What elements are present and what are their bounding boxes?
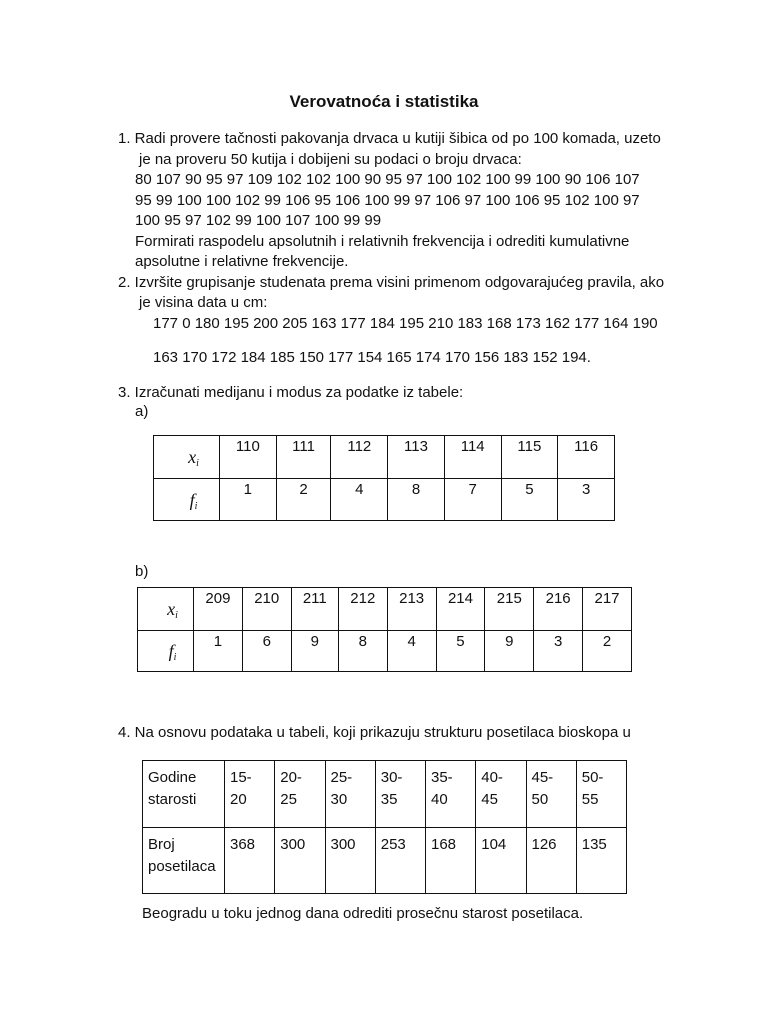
count-cell: 368 <box>225 828 275 894</box>
count-cell: 104 <box>476 828 526 894</box>
table-b-x-cell: 217 <box>583 588 632 631</box>
task2-line-2: je visina data u cm: <box>139 294 268 311</box>
age-cell: 45- 50 <box>526 761 576 828</box>
task2-data-line-1: 177 0 180 195 200 205 163 177 184 195 210 183 168 173 162 177 164 190 <box>153 315 658 332</box>
task1-line-2: je na proveru 50 kutija i dobijeni su podaci o broju drvaca: <box>139 151 522 168</box>
task2-line-1: 2. Izvršite grupisanje studenata prema visini primenom odgovarajućeg pravila, ako <box>118 274 665 291</box>
task1-data-line-2: 95 99 100 100 102 99 106 95 106 100 99 97 106 97 100 106 95 102 100 97 <box>135 192 640 209</box>
row-x-label: $x_i$ <box>154 436 220 479</box>
table-b-x-cell: 210 <box>242 588 291 631</box>
task1-instruction-line-1: Formirati raspodelu apsolutnih i relativnih frekvencija i odrediti kumulativne <box>135 233 630 250</box>
table-a-x-cell: 112 <box>331 436 388 479</box>
count-cell: 135 <box>576 828 626 894</box>
table-a-x-cell: 115 <box>501 436 558 479</box>
row-x-label: $x_i$ <box>138 588 194 631</box>
table-a-x-cell: 114 <box>444 436 501 479</box>
table-b-f-cell: 2 <box>583 631 632 672</box>
table-a-f-cell: 1 <box>220 479 277 521</box>
table-b-f-cell: 9 <box>291 631 338 672</box>
task4-outro: Beogradu u toku jednog dana odrediti prosečnu starost posetilaca. <box>142 905 584 922</box>
row-f-label: $f_i$ <box>138 631 194 672</box>
age-cell: 30- 35 <box>375 761 425 828</box>
count-cell: 300 <box>275 828 325 894</box>
table-b-f-cell: 8 <box>338 631 387 672</box>
task1-line-1: 1. Radi provere tačnosti pakovanja drvaca u kutiji šibica od po 100 komada, uzeto <box>118 130 661 147</box>
table-a-f-cell: 7 <box>444 479 501 521</box>
count-cell: 300 <box>325 828 375 894</box>
age-cell: 20- 25 <box>275 761 325 828</box>
table-a <box>153 435 615 521</box>
table-b-f-cell: 3 <box>534 631 583 672</box>
task3-part-b-label: b) <box>135 563 149 580</box>
table-b-f-cell: 1 <box>194 631 243 672</box>
age-cell: 15- 20 <box>225 761 275 828</box>
task1-data-line-3: 100 95 97 102 99 100 107 100 99 99 <box>135 212 382 229</box>
table-visitors <box>142 760 627 894</box>
task4-intro: 4. Na osnovu podataka u tabeli, koji prikazuju strukturu posetilaca bioskopa u <box>118 724 631 741</box>
table-a-f-cell: 4 <box>331 479 388 521</box>
table-a-x-cell: 110 <box>220 436 277 479</box>
age-row-label: Godine starosti <box>143 761 225 828</box>
age-cell: 35- 40 <box>426 761 476 828</box>
age-cell: 50- 55 <box>576 761 626 828</box>
table-b-x-cell: 213 <box>387 588 436 631</box>
age-cell: 25- 30 <box>325 761 375 828</box>
count-cell: 126 <box>526 828 576 894</box>
task3-intro: 3. Izračunati medijanu i modus za podatke iz tabele: <box>118 384 464 401</box>
table-b-x-cell: 211 <box>291 588 338 631</box>
table-a-x-cell: 116 <box>558 436 615 479</box>
task1-instruction-line-2: apsolutne i relativne frekvencije. <box>135 253 349 270</box>
count-cell: 253 <box>375 828 425 894</box>
table-a-f-cell: 8 <box>388 479 445 521</box>
table-a-f-cell: 2 <box>276 479 331 521</box>
table-a-x-cell: 113 <box>388 436 445 479</box>
age-cell: 40- 45 <box>476 761 526 828</box>
count-row-label: Broj posetilaca <box>143 828 225 894</box>
table-b-x-cell: 212 <box>338 588 387 631</box>
table-b-x-cell: 214 <box>436 588 485 631</box>
task3-part-a-label: a) <box>135 403 149 420</box>
table-a-x-cell: 111 <box>276 436 331 479</box>
page-title: Verovatnoća i statistika <box>289 92 479 111</box>
table-b-f-cell: 6 <box>242 631 291 672</box>
table-b <box>137 587 632 672</box>
table-b-f-cell: 4 <box>387 631 436 672</box>
task2-data-line-2: 163 170 172 184 185 150 177 154 165 174 170 156 183 152 194. <box>153 349 591 366</box>
task1-data-line-1: 80 107 90 95 97 109 102 102 100 90 95 97 100 102 100 99 100 90 106 107 <box>135 171 640 188</box>
count-cell: 168 <box>426 828 476 894</box>
table-a-f-cell: 5 <box>501 479 558 521</box>
table-b-x-cell: 209 <box>194 588 243 631</box>
row-f-label: $f_i$ <box>154 479 220 521</box>
table-b-x-cell: 215 <box>485 588 534 631</box>
table-b-f-cell: 5 <box>436 631 485 672</box>
table-b-x-cell: 216 <box>534 588 583 631</box>
table-b-f-cell: 9 <box>485 631 534 672</box>
table-a-f-cell: 3 <box>558 479 615 521</box>
